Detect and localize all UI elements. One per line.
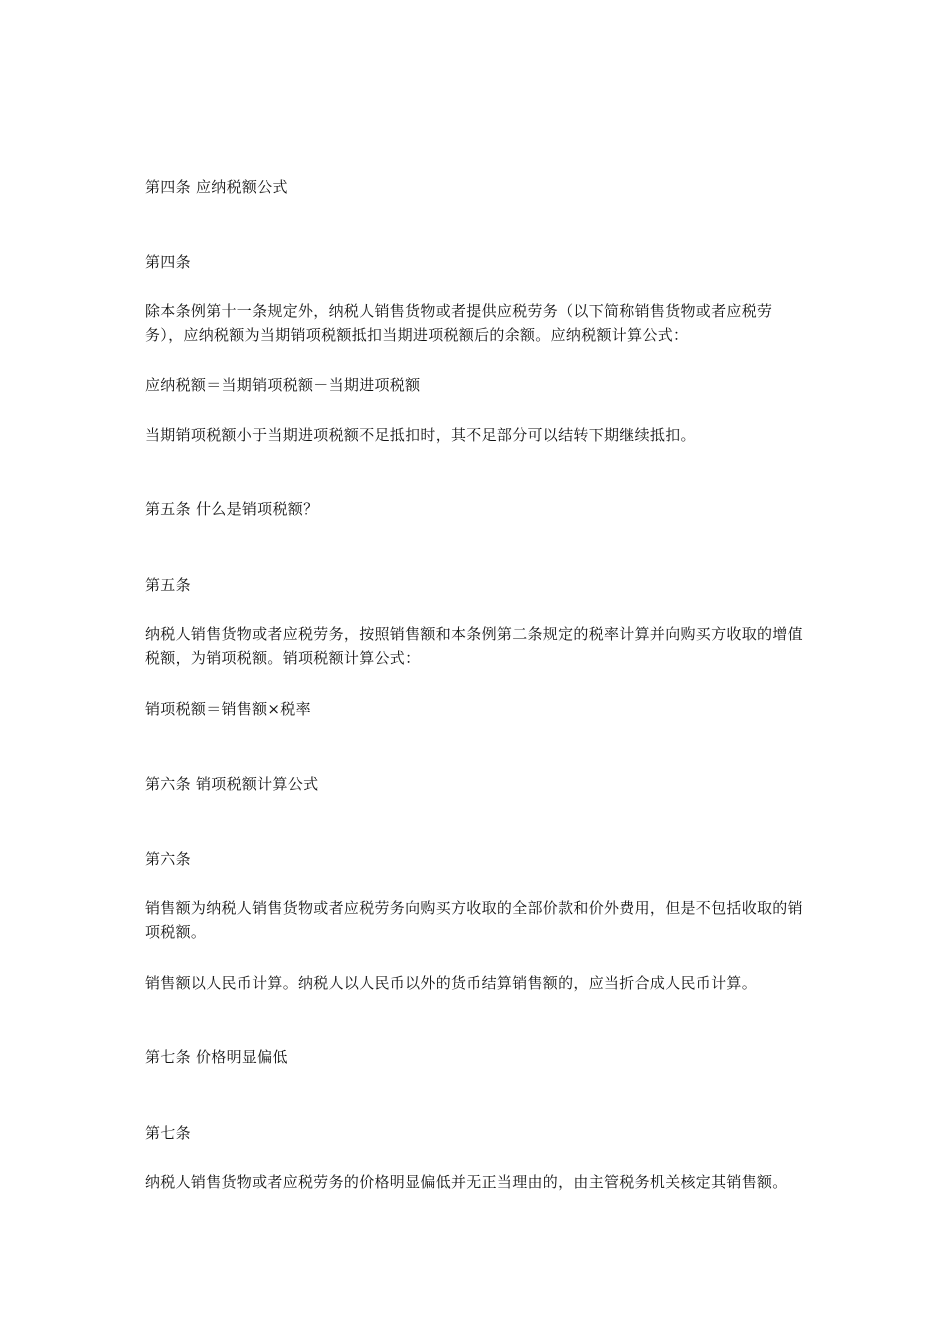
section-heading: 第七条 价格明显偏低	[145, 1048, 288, 1066]
formula: 销项税额＝销售额×税率	[145, 700, 311, 718]
article-label: 第六条	[145, 850, 191, 868]
paragraph: 纳税人销售货物或者应税劳务的价格明显偏低并无正当理由的，由主管税务机关核定其销售额。	[145, 1173, 788, 1191]
paragraph: 销售额为纳税人销售货物或者应税劳务向购买方收取的全部价款和价外费用，但是不包括收取的销项税额。	[145, 899, 803, 941]
paragraph: 销售额以人民币计算。纳税人以人民币以外的货币结算销售额的，应当折合成人民币计算。	[145, 974, 758, 992]
document-page	[145, 0, 810, 1344]
section-heading: 第六条 销项税额计算公式	[145, 775, 319, 793]
paragraph: 纳税人销售货物或者应税劳务，按照销售额和本条例第二条规定的税率计算并向购买方收取的增值税额，为销项税额。销项税额计算公式：	[145, 625, 803, 667]
formula: 应纳税额＝当期销项税额－当期进项税额	[145, 376, 421, 394]
section-heading: 第四条 应纳税额公式	[145, 178, 288, 196]
article-label: 第七条	[145, 1124, 191, 1142]
paragraph: 当期销项税额小于当期进项税额不足抵扣时，其不足部分可以结转下期继续抵扣。	[145, 426, 696, 444]
article-label: 第四条	[145, 253, 191, 271]
article-label: 第五条	[145, 576, 191, 594]
paragraph: 除本条例第十一条规定外，纳税人销售货物或者提供应税劳务（以下简称销售货物或者应税劳务），应纳税额为当期销项税额抵扣当期进项税额后的余额。应纳税额计算公式：	[145, 302, 773, 344]
section-heading: 第五条 什么是销项税额？	[145, 500, 319, 518]
